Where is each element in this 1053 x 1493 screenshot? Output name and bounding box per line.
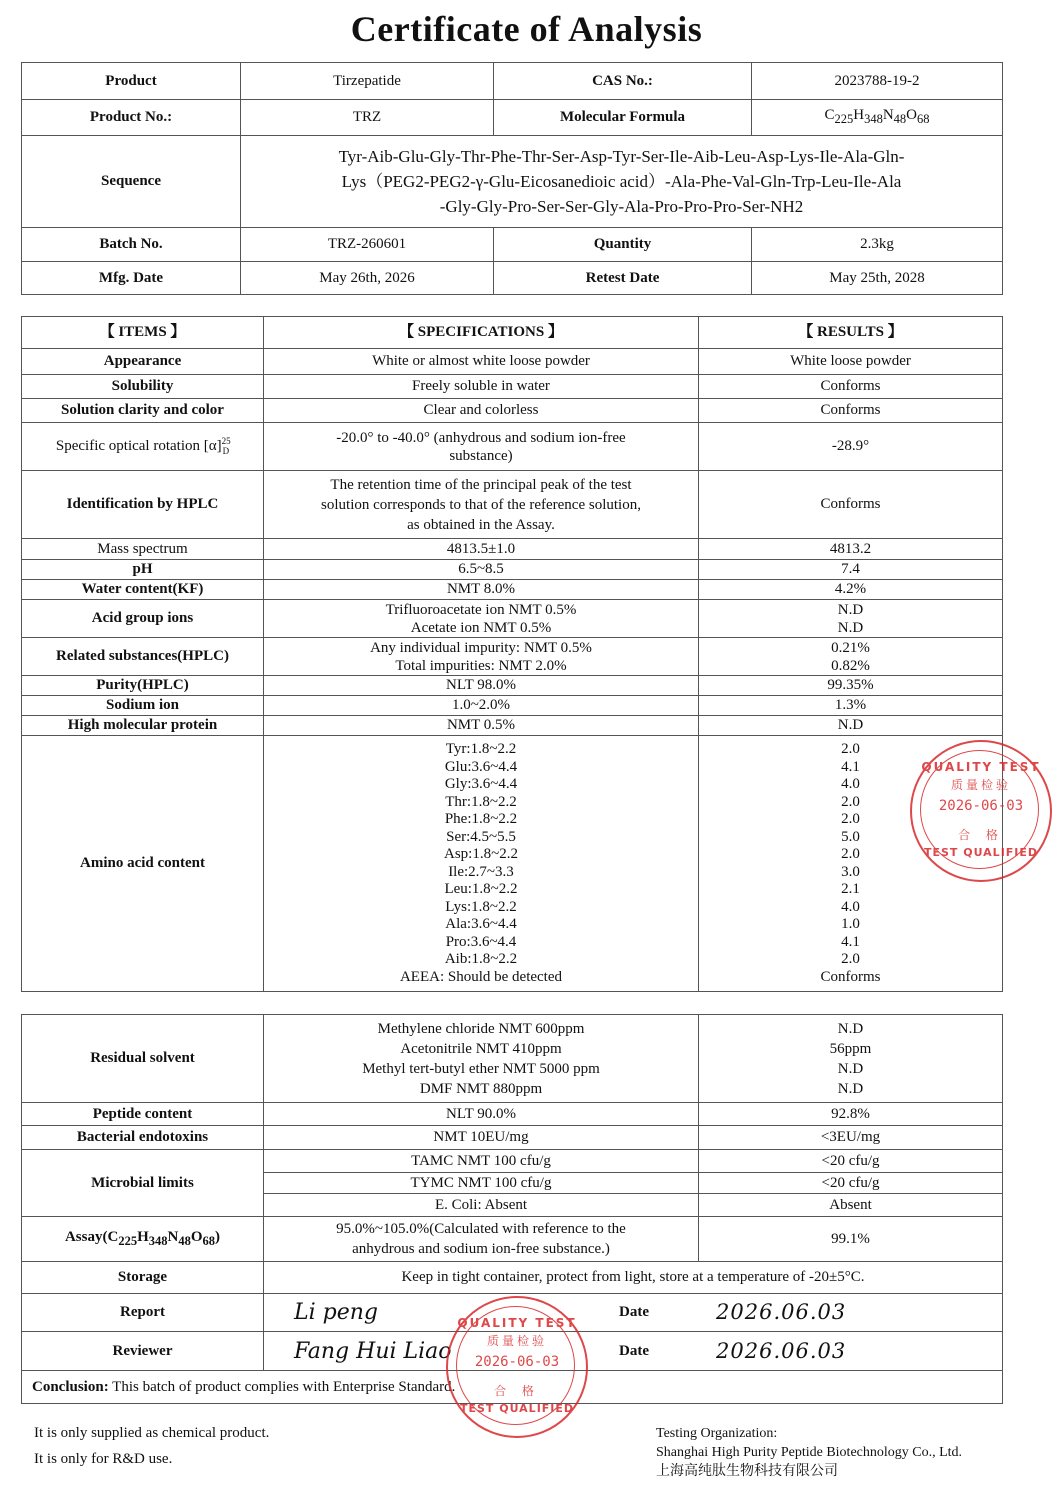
table-row <box>22 471 1003 539</box>
table-row <box>22 736 1003 992</box>
result-value: <20 cfu/g <box>699 1150 1003 1173</box>
test-results-table <box>21 316 1003 992</box>
org-name-en: Shanghai High Purity Peptide Biotechnology Co., Ltd. <box>656 1445 963 1460</box>
result-value: 4813.2 <box>699 539 1003 560</box>
table-row <box>22 716 1003 736</box>
table-row <box>22 1262 1003 1294</box>
spec-value: E. Coli: Absent <box>264 1194 699 1217</box>
result-value: 92.8% <box>699 1103 1003 1126</box>
table-row <box>22 1103 1003 1126</box>
footer-note: It is only supplied as chemical product. <box>34 1425 270 1441</box>
item-name: Purity(HPLC) <box>22 676 264 696</box>
table-row <box>22 638 1003 676</box>
item-name: Related substances(HPLC) <box>22 638 264 676</box>
item-name: Water content(KF) <box>22 580 264 600</box>
report-signature: Li peng <box>294 1300 378 1325</box>
result-value: 0.21% 0.82% <box>699 638 1003 676</box>
table-row <box>22 423 1003 471</box>
product-label: Product <box>22 63 241 100</box>
mfg-date-value: May 26th, 2026 <box>241 262 494 295</box>
report-date: 2026.06.03 <box>716 1300 847 1324</box>
sequence-value: Tyr-Aib-Glu-Gly-Thr-Phe-Thr-Ser-Asp-Tyr-Ser-Ile-Aib-Leu-Asp-Lys-Ile-Ala-Gln- Lys（PEG2-PEG2-γ-Glu-Eicosanedioic acid）-Ala-Phe-Val-Gln-Trp-Leu-Ile-Ala -Gly-Gly-Pro-Ser-Ser-Gly-Ala-Pro-Pro-Pro-Ser-NH2 <box>241 136 1003 228</box>
spec-value: NLT 90.0% <box>264 1103 699 1126</box>
specifications-header: 【 SPECIFICATIONS 】 <box>264 317 699 349</box>
result-value: -28.9° <box>699 423 1003 471</box>
spec-value: White or almost white loose powder <box>264 349 699 375</box>
table-row <box>22 375 1003 399</box>
org-label: Testing Organization: <box>656 1426 778 1441</box>
spec-value: NMT 8.0% <box>264 580 699 600</box>
result-value: N.D N.D <box>699 600 1003 638</box>
result-value: Absent <box>699 1194 1003 1217</box>
table-row <box>22 600 1003 638</box>
spec-value: 1.0~2.0% <box>264 696 699 716</box>
footer-note: It is only for R&D use. <box>34 1451 173 1467</box>
quantity-value: 2.3kg <box>752 228 1003 262</box>
spec-value: TYMC NMT 100 cfu/g <box>264 1173 699 1194</box>
product-value: Tirzepatide <box>241 63 494 100</box>
result-value: Conforms <box>699 399 1003 423</box>
storage-value: Keep in tight container, protect from light, store at a temperature of -20±5°C. <box>264 1262 1003 1294</box>
item-name: Appearance <box>22 349 264 375</box>
conclusion: Conclusion: This batch of product complies with Enterprise Standard. <box>22 1371 1003 1404</box>
table-row <box>22 580 1003 600</box>
product-no-label: Product No.: <box>22 100 241 136</box>
spec-value: 95.0%~105.0%(Calculated with reference to the anhydrous and sodium ion-free substance.) <box>264 1217 699 1262</box>
product-no-value: TRZ <box>241 100 494 136</box>
spec-value: Trifluoroacetate ion NMT 0.5% Acetate ion NMT 0.5% <box>264 600 699 638</box>
spec-value: 6.5~8.5 <box>264 560 699 580</box>
footer-notes <box>34 1420 269 1472</box>
table-row <box>22 1015 1003 1103</box>
spec-value: The retention time of the principal peak of the test solution corresponds to that of the reference solution, as obtained in the Assay. <box>264 471 699 539</box>
formula-value: $C_{225}H_{348}N_{48}O_{68}$ <box>752 100 1003 136</box>
spec-value: Any individual impurity: NMT 0.5% Total impurities: NMT 2.0% <box>264 638 699 676</box>
quality-stamp-bottom: QUALITY TEST 质量检验 2026-06-03 合 格 TEST QUALIFIED <box>446 1296 588 1438</box>
item-name: Mass spectrum <box>22 539 264 560</box>
item-name: $Assay(C_{225}H_{348}N_{48}O_{68})$ <box>22 1217 264 1262</box>
item-name: Peptide content <box>22 1103 264 1126</box>
item-name: Storage <box>22 1262 264 1294</box>
item-name: Solution clarity and color <box>22 399 264 423</box>
spec-value: Freely soluble in water <box>264 375 699 399</box>
table-row <box>22 560 1003 580</box>
result-value: <20 cfu/g <box>699 1173 1003 1194</box>
document-title: Certificate of Analysis <box>350 9 703 49</box>
org-name-cn: 上海高纯肽生物科技有限公司 <box>656 1463 838 1479</box>
reviewer-date: 2026.06.03 <box>716 1338 847 1363</box>
cas-label: CAS No.: <box>494 63 752 100</box>
spec-value: NLT 98.0% <box>264 676 699 696</box>
table-row <box>22 349 1003 375</box>
amino-spec-list: Tyr:1.8~2.2 Glu:3.6~4.4 Gly:3.6~4.4 Thr:1.8~2.2 Phe:1.8~2.2 Ser:4.5~5.5 Asp:1.8~2.2 Ile:2.7~3.3 Leu:1.8~2.2 Lys:1.8~2.2 Ala:3.6~4.4 Pro:3.6~4.4 Aib:1.8~2.2 AEEA: Should be detected <box>264 736 699 992</box>
item-name: Identification by HPLC <box>22 471 264 539</box>
testing-organization <box>656 1424 962 1481</box>
result-value: 4.2% <box>699 580 1003 600</box>
result-value: White loose powder <box>699 349 1003 375</box>
item-name: Residual solvent <box>22 1015 264 1103</box>
mfg-date-label: Mfg. Date <box>22 262 241 295</box>
reviewer-signature: Fang Hui Liao <box>294 1338 452 1364</box>
result-value: N.D <box>699 716 1003 736</box>
spec-value: NMT 10EU/mg <box>264 1126 699 1150</box>
item-name: pH <box>22 560 264 580</box>
spec-value: TAMC NMT 100 cfu/g <box>264 1150 699 1173</box>
retest-date-value: May 25th, 2028 <box>752 262 1003 295</box>
items-header: 【 ITEMS 】 <box>22 317 264 349</box>
item-name: Specific optical rotation $[\alpha]^{25}_D$ <box>22 423 264 471</box>
result-value: 1.3% <box>699 696 1003 716</box>
product-info-table <box>21 62 1003 295</box>
table-row <box>22 696 1003 716</box>
report-date-label: Date <box>619 1304 649 1320</box>
table-row <box>22 1126 1003 1150</box>
quantity-label: Quantity <box>494 228 752 262</box>
spec-value: Clear and colorless <box>264 399 699 423</box>
result-value: <3EU/mg <box>699 1126 1003 1150</box>
spec-value: 4813.5±1.0 <box>264 539 699 560</box>
formula-label: Molecular Formula <box>494 100 752 136</box>
table-row <box>22 676 1003 696</box>
result-value: Conforms <box>699 375 1003 399</box>
table-row <box>22 1217 1003 1262</box>
item-name: Acid group ions <box>22 600 264 638</box>
sequence-label: Sequence <box>22 136 241 228</box>
quality-stamp-top: QUALITY TEST 质量检验 2026-06-03 合 格 TEST QUALIFIED <box>910 740 1052 882</box>
reviewer-label: Reviewer <box>22 1332 264 1371</box>
spec-value: -20.0° to -40.0° (anhydrous and sodium ion-free substance) <box>264 423 699 471</box>
item-name: Microbial limits <box>22 1150 264 1217</box>
table-row <box>22 539 1003 560</box>
item-name: Bacterial endotoxins <box>22 1126 264 1150</box>
amino-result-list: 2.0 4.1 4.0 2.0 2.0 5.0 2.0 3.0 2.1 4.0 1.0 4.1 2.0 Conforms <box>699 736 1003 992</box>
item-name: Amino acid content <box>22 736 264 992</box>
cas-value: 2023788-19-2 <box>752 63 1003 100</box>
batch-value: TRZ-260601 <box>241 228 494 262</box>
results-header: 【 RESULTS 】 <box>699 317 1003 349</box>
result-value: N.D 56ppm N.D N.D <box>699 1015 1003 1103</box>
retest-date-label: Retest Date <box>494 262 752 295</box>
result-value: 7.4 <box>699 560 1003 580</box>
item-name: Sodium ion <box>22 696 264 716</box>
batch-label: Batch No. <box>22 228 241 262</box>
spec-value: Methylene chloride NMT 600ppm Acetonitrile NMT 410ppm Methyl tert-butyl ether NMT 5000 ppm DMF NMT 880ppm <box>264 1015 699 1103</box>
table-row <box>22 399 1003 423</box>
result-value: 99.35% <box>699 676 1003 696</box>
table-row <box>22 1150 1003 1173</box>
spec-value: NMT 0.5% <box>264 716 699 736</box>
reviewer-date-label: Date <box>619 1342 649 1359</box>
item-name: Solubility <box>22 375 264 399</box>
item-name: High molecular protein <box>22 716 264 736</box>
result-value: 99.1% <box>699 1217 1003 1262</box>
report-label: Report <box>22 1294 264 1332</box>
result-value: Conforms <box>699 471 1003 539</box>
